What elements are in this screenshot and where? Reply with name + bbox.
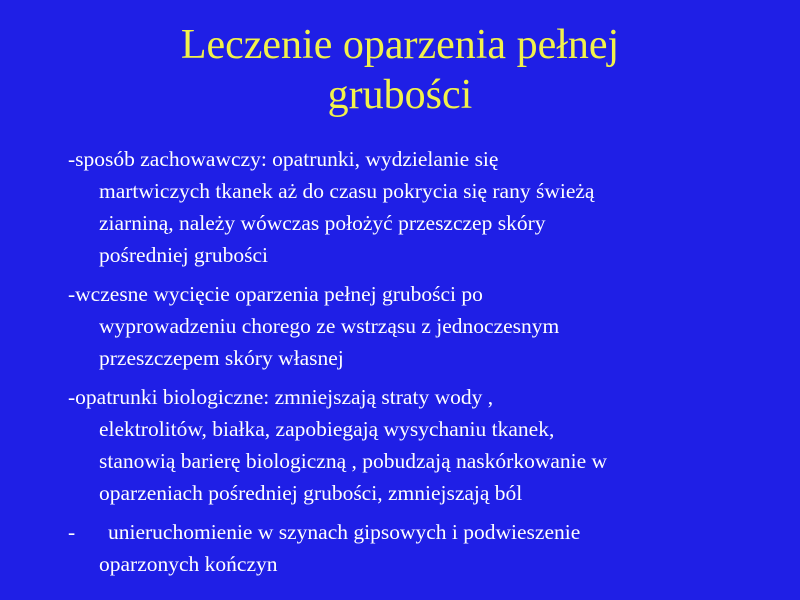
bullet-line: oparzonych kończyn xyxy=(99,552,278,576)
bullet-line: -sposób zachowawczy: opatrunki, wydzielanie się xyxy=(68,147,499,171)
bullet-line: oparzeniach pośredniej grubości, zmniejszają ból xyxy=(99,481,523,505)
bullet-line: pośredniej grubości xyxy=(99,243,268,267)
bullet-item xyxy=(68,143,768,271)
bullet-line: ziarniną, należy wówczas położyć przeszczep skóry xyxy=(99,211,546,235)
bullet-item xyxy=(68,516,768,580)
bullet-line-first xyxy=(68,516,768,548)
slide-title-line-2: grubości xyxy=(327,72,473,118)
bullet-dash: - xyxy=(68,520,76,544)
bullet-line: przeszczepem skóry własnej xyxy=(99,346,344,370)
bullet-line: stanowią barierę biologiczną , pobudzają naskórkowanie w xyxy=(99,449,608,473)
slide-title xyxy=(0,20,800,120)
bullet-line: wyprowadzeniu chorego ze wstrząsu z jednoczesnym xyxy=(99,314,560,338)
bullet-line: -opatrunki biologiczne: zmniejszają straty wody , xyxy=(68,385,494,409)
slide-body xyxy=(68,143,768,587)
bullet-line: martwiczych tkanek aż do czasu pokrycia się rany świeżą xyxy=(99,179,595,203)
bullet-line: -wczesne wycięcie oparzenia pełnej grubości po xyxy=(68,282,483,306)
bullet-line-text: unieruchomienie w szynach gipsowych i podwieszenie xyxy=(108,520,581,544)
bullet-line: elektrolitów, białka, zapobiegają wysychaniu tkanek, xyxy=(99,417,555,441)
slide-title-line-1: Leczenie oparzenia pełnej xyxy=(180,22,620,68)
bullet-item xyxy=(68,278,768,374)
bullet-item xyxy=(68,381,768,509)
